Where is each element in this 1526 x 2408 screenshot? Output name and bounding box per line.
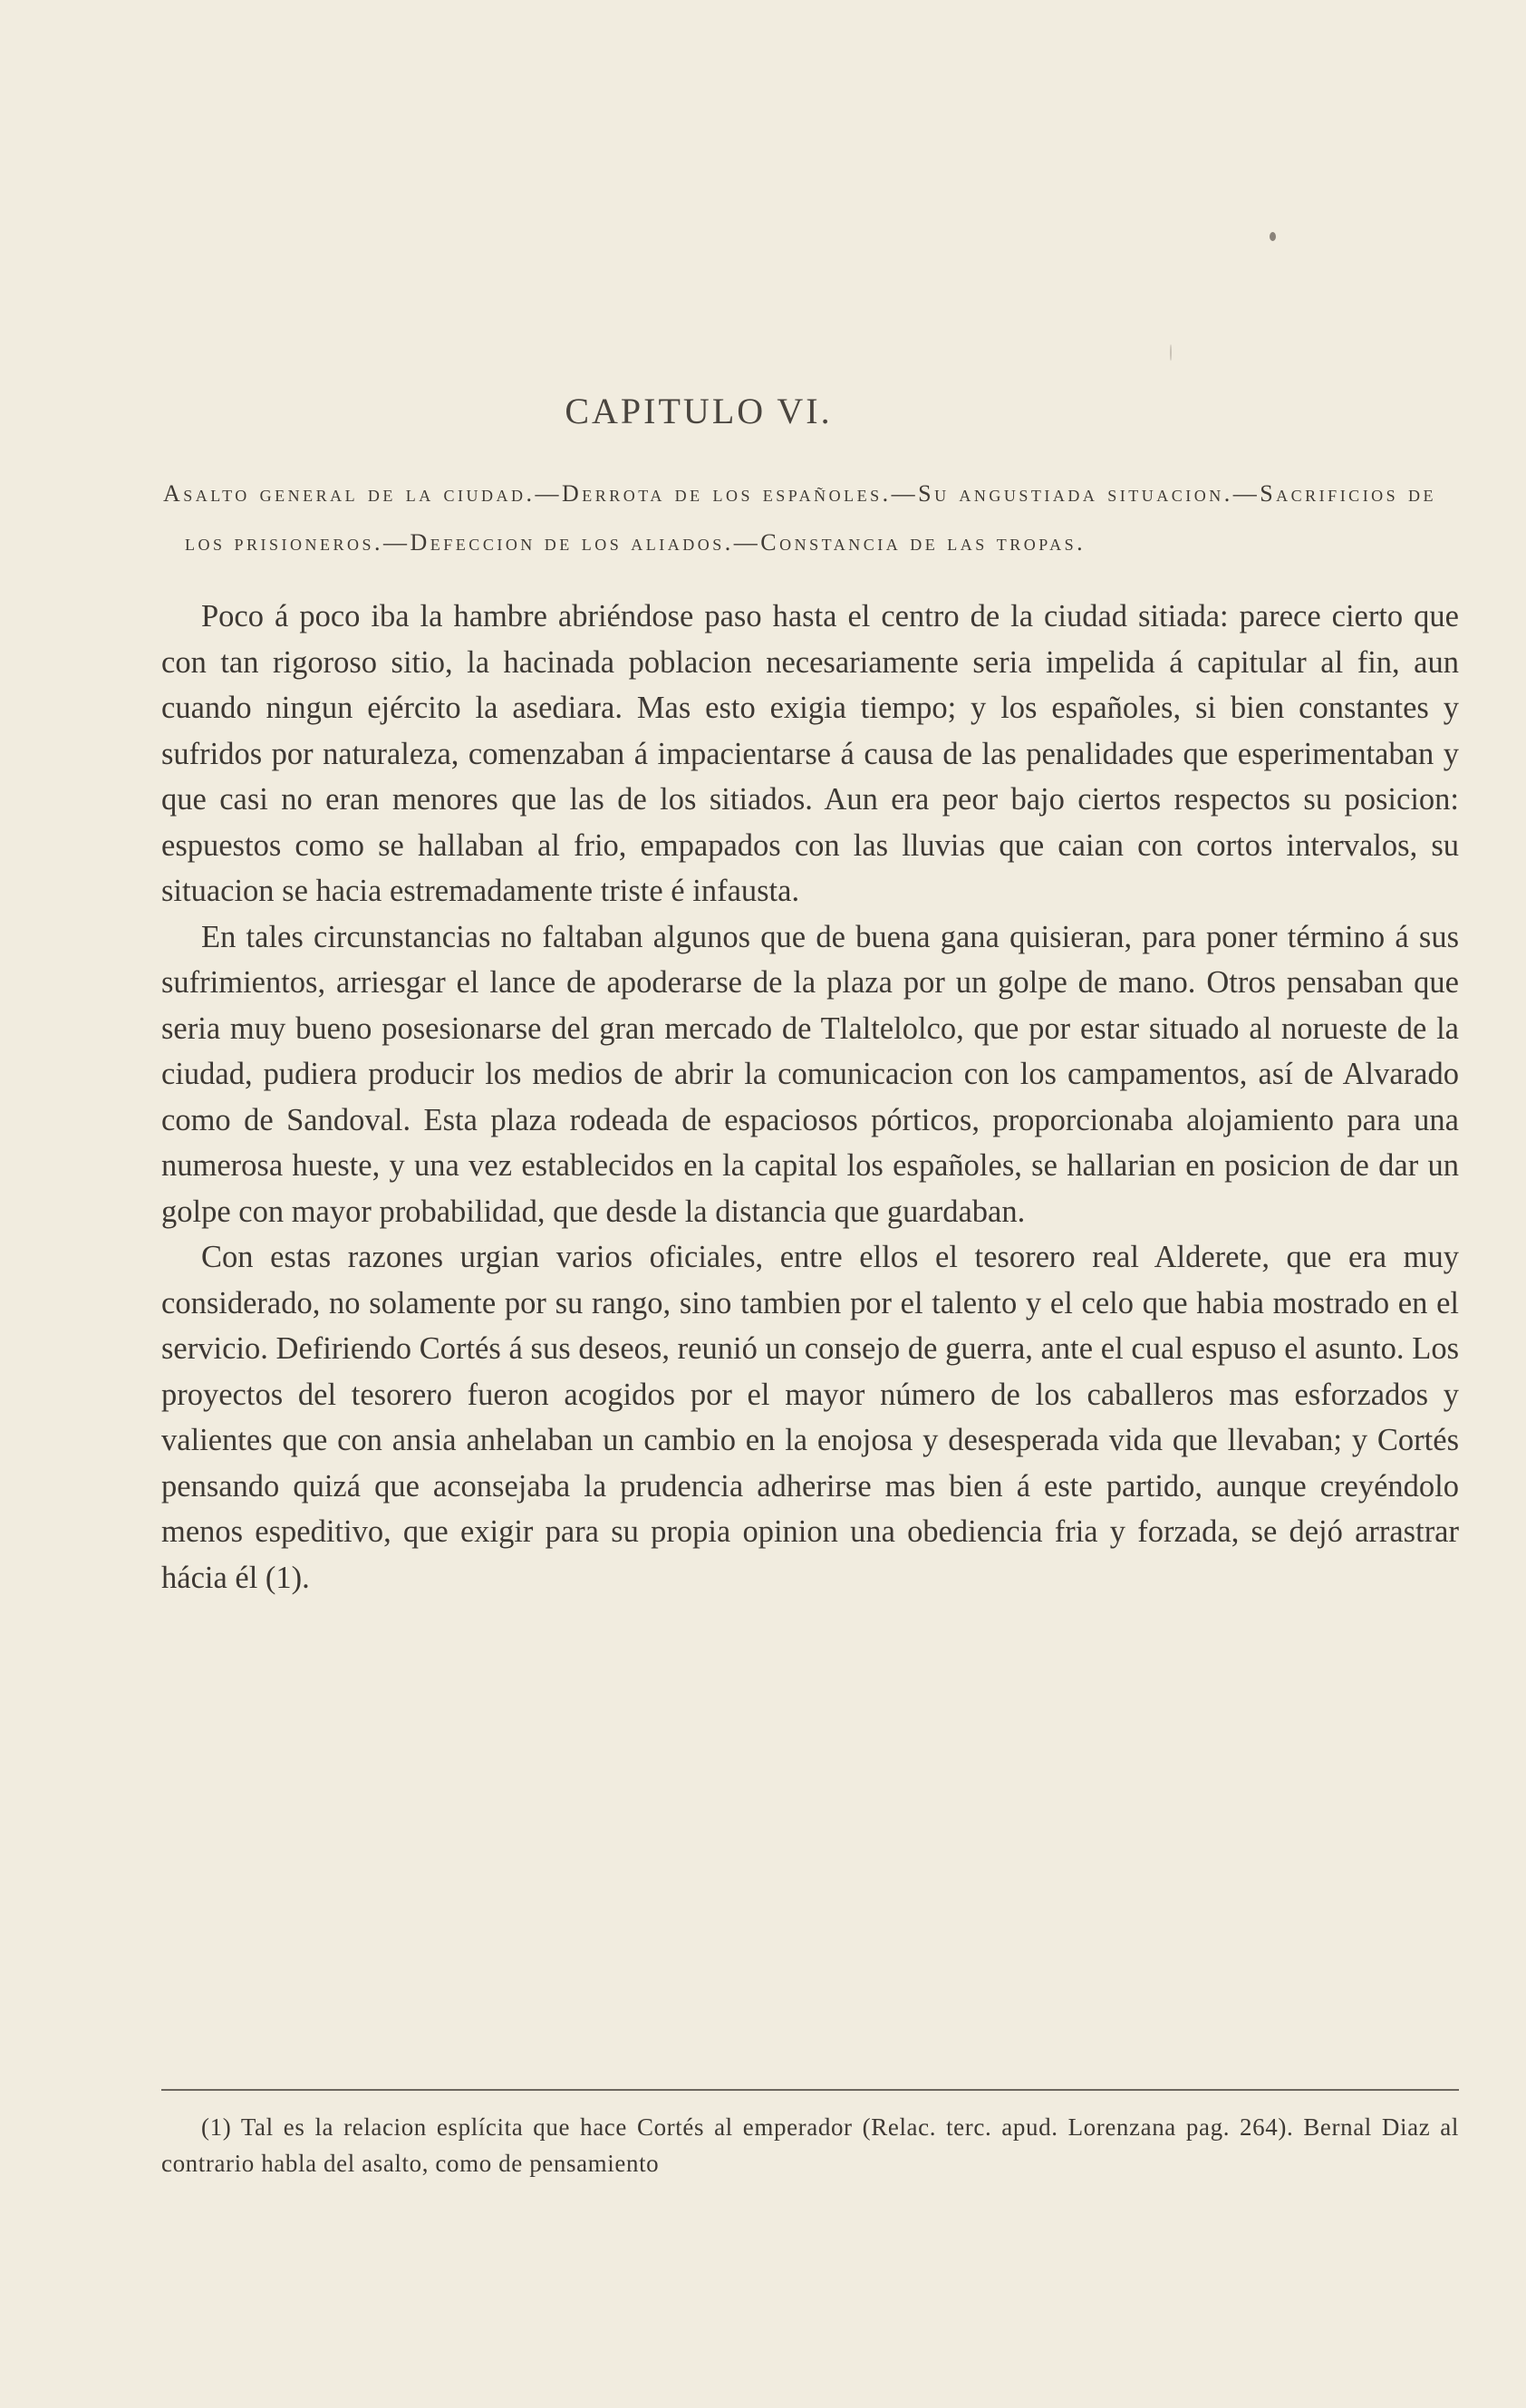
footnote-divider <box>161 2089 1459 2091</box>
paragraph-3: Con estas razones urgian varios oficiales, entre ellos el tesorero real Alderete, que era muy considerado, no solamente por su rango, sino tambien por el talento y el celo que habia mostrado en el servicio. Defiriendo Cortés á sus deseos, reunió un consejo de guerra, ante el cual espuso el asunto. Los proyectos del tesorero fueron acogidos por el mayor número de los caballeros mas esforzados y valientes que con ansia anhelaban un cambio en la enojosa y desesperada vida que llevaban; y Cortés pensando quizá que aconsejaba la prudencia adherirse mas bien á este partido, aunque creyéndolo menos espeditivo, que exigir para su propia opinion una obediencia fria y forzada, se dejó arrastrar hácia él (1). <box>161 1240 1459 1595</box>
chapter-summary <box>163 469 1436 567</box>
footnote <box>161 2109 1459 2181</box>
paper-mark <box>1170 344 1172 361</box>
paragraph-1: Poco á poco iba la hambre abriéndose paso hasta el centro de la ciudad sitiada: parece cierto que con tan rigoroso sitio, la hacinada poblacion necesariamente seria impelida á capitular al fin, aun cuando ningun ejército la asediara. Mas esto exigia tiempo; y los españoles, si bien constantes y sufridos por naturaleza, comenzaban á impacientarse á causa de las penalidades que esperimentaban y que casi no eran menores que las de los sitiados. Aun era peor bajo ciertos respectos su posicion: espuestos como se hallaban al frio, empapados con las lluvias que caian con cortos intervalos, su situacion se hacia estremadamente triste é infausta. <box>161 599 1459 908</box>
ink-speck <box>1270 232 1276 241</box>
chapter-title: CAPITULO VI. <box>565 391 833 431</box>
paragraph-2: En tales circunstancias no faltaban algunos que de buena gana quisieran, para poner término á sus sufrimientos, arriesgar el lance de apoderarse de la plaza por un golpe de mano. Otros pensaban que seria muy bueno posesionarse del gran mercado de Tlaltelolco, que por estar situado al norueste de la ciudad, pudiera producir los medios de abrir la comunicacion con los campamentos, así de Alvarado como de Sandoval. Esta plaza rodeada de espaciosos pórticos, proporcionaba alojamiento para una numerosa hueste, y una vez establecidos en la capital los españoles, se hallarian en posicion de dar un golpe con mayor probabilidad, que desde la distancia que guardaban. <box>161 919 1459 1229</box>
chapter-summary-text: Asalto general de la ciudad.—Derrota de los españoles.—Su angustiada situacion.—Sacrificios de los prisioneros.—Defeccion de los aliados.—Constancia de las tropas. <box>163 480 1436 556</box>
body-text <box>161 594 1459 1600</box>
footnote-text: (1) Tal es la relacion esplícita que hace Cortés al emperador (Relac. terc. apud. Lorenzana pag. 264). Bernal Diaz al contrario habla del asalto, como de pensamiento <box>161 2113 1459 2177</box>
